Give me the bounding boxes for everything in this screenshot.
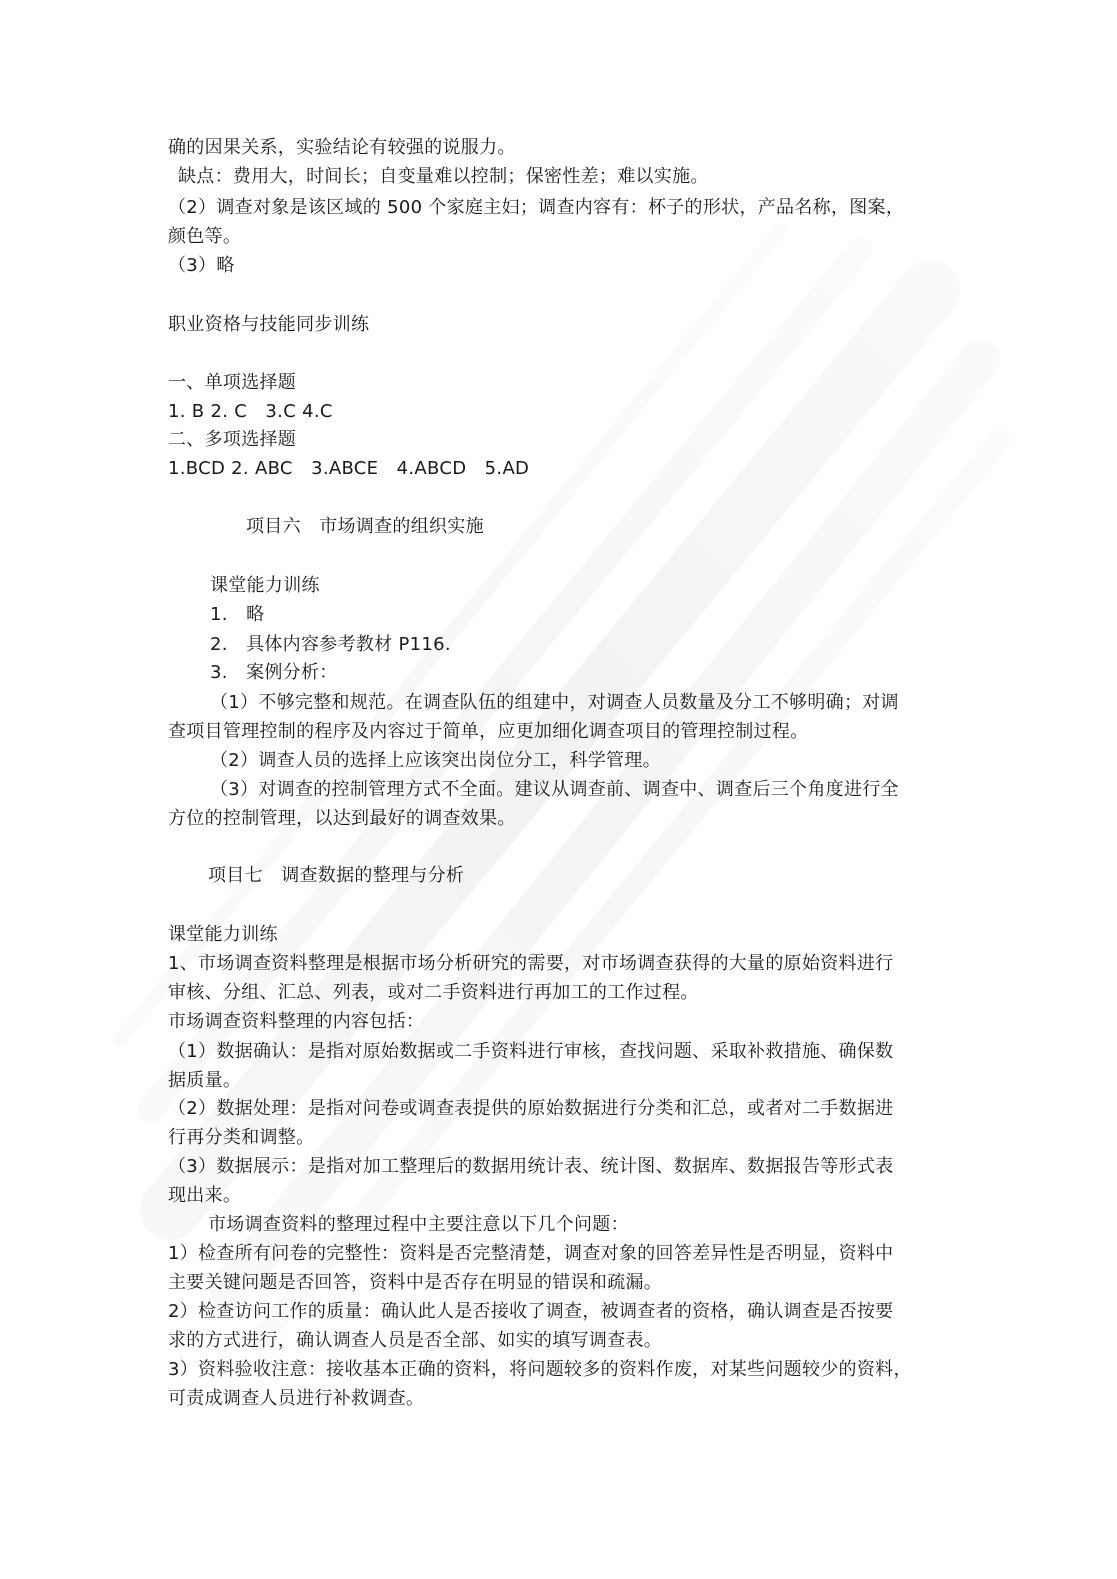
text-line: 市场调查资料整理的内容包括：	[168, 1011, 425, 1032]
text-line: 据质量。	[168, 1070, 242, 1091]
text-line: 颜色等。	[168, 226, 242, 247]
answer-line: 1. B 2. C 3.C 4.C	[168, 401, 333, 422]
text-line: 市场调查资料的整理过程中主要注意以下几个问题：	[208, 1214, 629, 1235]
text-line: （3）对调查的控制管理方式不全面。建议从调查前、调查中、调查后三个角度进行全	[210, 779, 899, 800]
text-line: 2）检查访问工作的质量：确认此人是否接收了调查，被调查者的资格，确认调查是否按要	[168, 1301, 894, 1322]
section-heading: 职业资格与技能同步训练	[168, 314, 370, 335]
list-item: 3. 案例分析：	[210, 662, 338, 683]
project-heading: 项目六 市场调查的组织实施	[246, 516, 484, 537]
text-line: 1）检查所有问卷的完整性：资料是否完整清楚，调查对象的回答差异性是否明显，资料中	[168, 1243, 894, 1264]
text-line: 审核、分组、汇总、列表，或对二手资料进行再加工的工作过程。	[168, 982, 699, 1003]
text-line: 缺点：费用大，时间长；自变量难以控制；保密性差；难以实施。	[178, 166, 709, 187]
text-line: 查项目管理控制的程序及内容过于简单，应更加细化调查项目的管理控制过程。	[168, 721, 809, 742]
text-line: 3）资料验收注意：接收基本正确的资料，将问题较多的资料作废，对某些问题较少的资料，	[168, 1359, 912, 1380]
list-item: 2. 具体内容参考教材 P116.	[210, 634, 451, 655]
text-line: （3）数据展示：是指对加工整理后的数据用统计表、统计图、数据库、数据报告等形式表	[168, 1156, 894, 1177]
text-line: （3）略	[168, 255, 235, 276]
text-line: 现出来。	[168, 1185, 242, 1206]
subsection-heading: 课堂能力训练	[168, 924, 278, 945]
text-line: 求的方式进行，确认调查人员是否全部、如实的填写调查表。	[168, 1330, 663, 1351]
subsection-heading: 课堂能力训练	[210, 575, 320, 596]
text-line: 1、市场调查资料整理是根据市场分析研究的需要，对市场调查获得的大量的原始资料进行	[168, 953, 894, 974]
text-line: （1）不够完整和规范。在调查队伍的组建中，对调查人员数量及分工不够明确；对调	[210, 692, 899, 713]
text-line: （2）数据处理：是指对问卷或调查表提供的原始数据进行分类和汇总，或者对二手数据进	[168, 1098, 894, 1119]
text-line: （2）调查对象是该区域的 500 个家庭主妇；调查内容有：杯子的形状，产品名称，图案，	[168, 197, 905, 218]
project-heading: 项目七 调查数据的整理与分析	[208, 865, 465, 886]
text-line: 可责成调查人员进行补救调查。	[168, 1388, 425, 1409]
list-item: 1. 略	[210, 604, 265, 625]
subsection-heading: 一、单项选择题	[168, 372, 297, 393]
text-line: 行再分类和调整。	[168, 1127, 315, 1148]
answer-line: 1.BCD 2. ABC 3.ABCE 4.ABCD 5.AD	[168, 458, 530, 479]
text-line: （1）数据确认：是指对原始数据或二手资料进行审核，查找问题、采取补救措施、确保数	[168, 1041, 894, 1062]
text-line: 确的因果关系，实验结论有较强的说服力。	[168, 137, 516, 158]
text-line: 方位的控制管理，以达到最好的调查效果。	[168, 808, 516, 829]
text-line: （2）调查人员的选择上应该突出岗位分工，科学管理。	[210, 750, 661, 771]
subsection-heading: 二、多项选择题	[168, 429, 297, 450]
text-line: 主要关键问题是否回答，资料中是否存在明显的错误和疏漏。	[168, 1272, 663, 1293]
